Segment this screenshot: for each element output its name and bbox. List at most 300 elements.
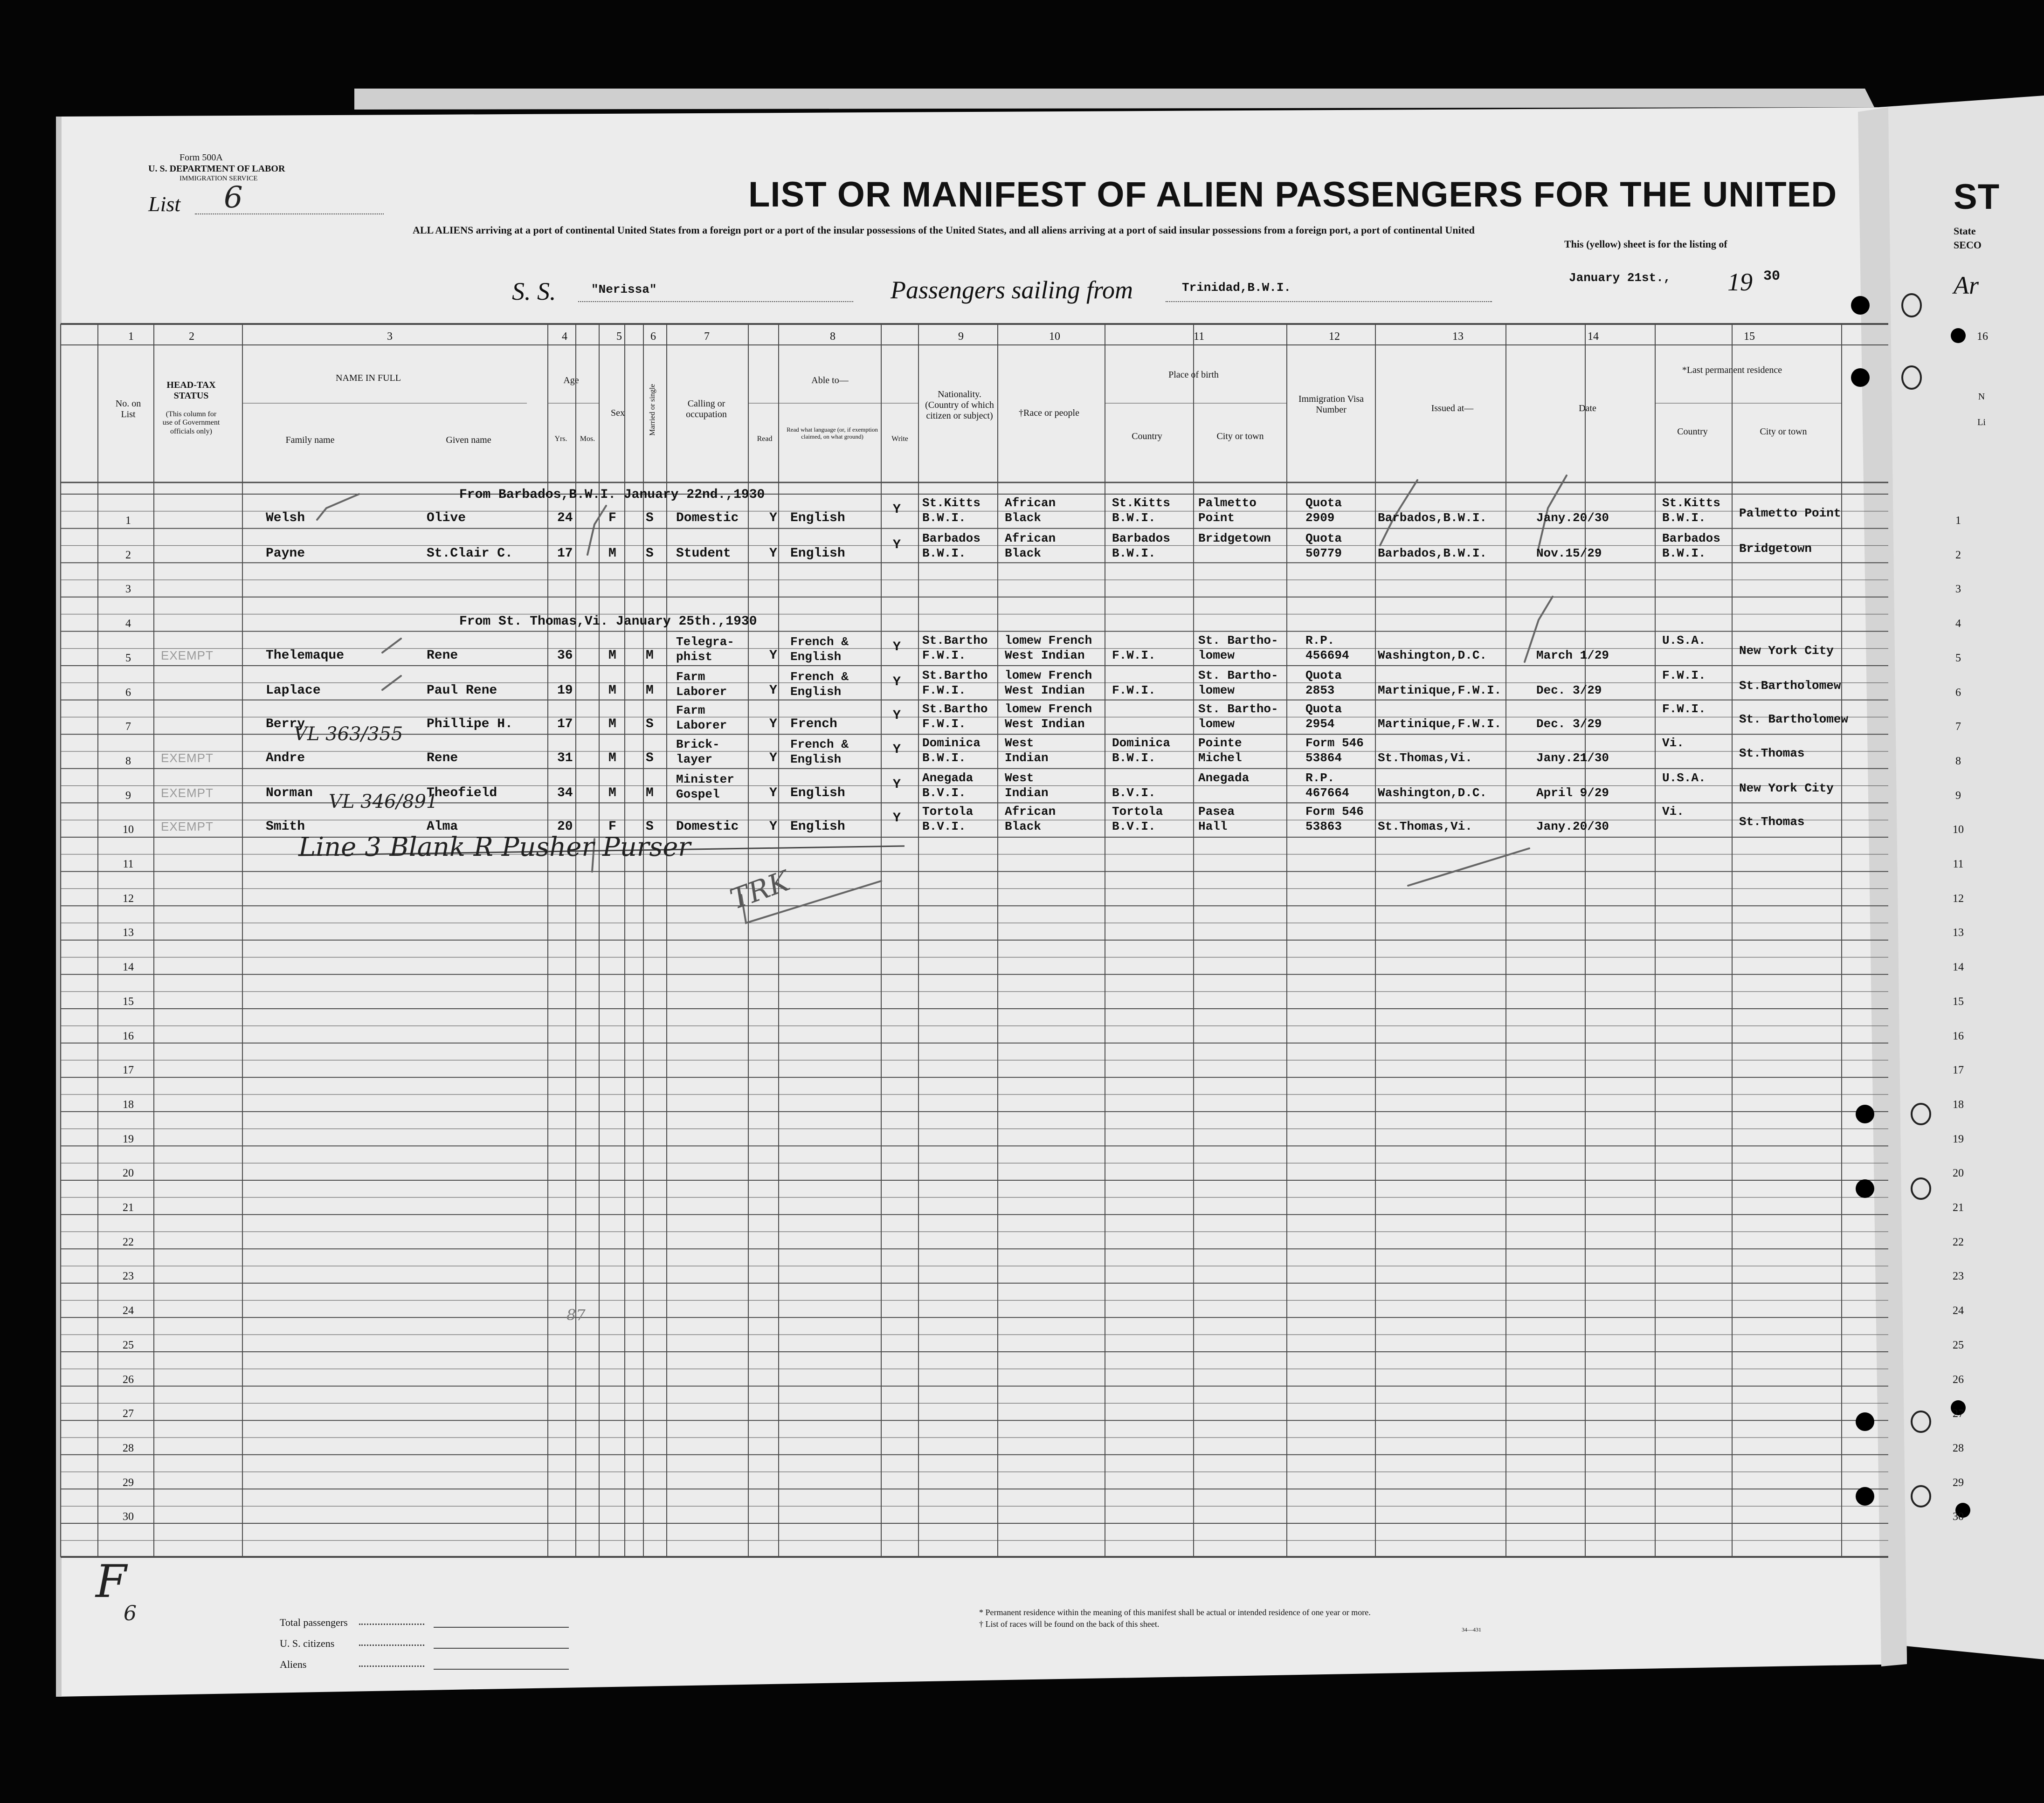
race-line1: lomew French <box>1005 702 1092 716</box>
residence-city: St.Bartholomew <box>1739 679 1841 693</box>
sex: F <box>608 819 616 834</box>
column-number-2: 2 <box>189 330 194 343</box>
nationality-line1: St.Bartho <box>922 702 988 716</box>
row-number-right-14: 14 <box>1953 961 1964 974</box>
row-number-right-29: 29 <box>1953 1476 1964 1489</box>
header-no-on-list: No. on List <box>115 399 141 420</box>
row-number-11: 11 <box>123 858 134 870</box>
row-number-right-26: 26 <box>1953 1373 1964 1386</box>
can-write: Y <box>893 743 901 757</box>
issued-at: Martinique,F.W.I. <box>1378 717 1502 731</box>
residence-country-line1: Vi. <box>1662 736 1684 750</box>
next-page-title: ST <box>1954 177 2000 217</box>
row-number-right-30: 30 <box>1953 1511 1964 1523</box>
row-number-right-4: 4 <box>1955 618 1961 630</box>
sex: M <box>608 546 616 561</box>
can-read: Y <box>769 819 777 834</box>
column-number-10: 10 <box>1049 330 1060 343</box>
birth-country-line2: F.W.I. <box>1112 648 1156 662</box>
can-read: Y <box>769 751 777 765</box>
vl-annotation-2: VL 346/891 <box>329 791 438 812</box>
read-language: English <box>790 786 845 800</box>
nationality-line2: B.W.I. <box>922 511 966 525</box>
row-number-23: 23 <box>123 1270 134 1283</box>
header-head-tax-note: (This column for use of Government officials only) <box>162 410 220 435</box>
exempt-stamp: EXEMPT <box>161 819 214 833</box>
header-place-of-birth: Place of birth <box>1168 370 1219 380</box>
header-birth-city: City or town <box>1216 431 1264 441</box>
age-years: 24 <box>557 511 573 525</box>
ship-name-rule <box>578 301 853 302</box>
ship-name: "Nerissa" <box>591 282 657 296</box>
list-number-rule <box>195 213 384 214</box>
row-number-right-11: 11 <box>1953 858 1964 870</box>
header-next-li: Li <box>1977 417 1986 427</box>
row-number-right-19: 19 <box>1953 1133 1964 1145</box>
birth-city-line1: St. Bartho- <box>1198 668 1278 682</box>
given-name: Paul Rene <box>427 683 497 698</box>
row-number-right-21: 21 <box>1953 1202 1964 1214</box>
nationality-line2: B.V.I. <box>922 786 966 800</box>
age-years: 17 <box>557 717 573 731</box>
column-number-11: 11 <box>1194 330 1205 343</box>
visa-line1: R.P. <box>1305 771 1335 785</box>
vl-annotation-1: VL 363/355 <box>294 723 403 745</box>
race-line2: Indian <box>1005 751 1049 765</box>
total-dots <box>359 1624 424 1625</box>
residence-country-line1: U.S.A. <box>1662 633 1706 647</box>
header-residence-country: Country <box>1677 427 1708 437</box>
visa-line2: 2954 <box>1305 717 1335 731</box>
row-number-5: 5 <box>125 652 131 664</box>
age-years: 31 <box>557 751 573 765</box>
page-title: LIST OR MANIFEST OF ALIEN PASSENGERS FOR THE UNITED <box>748 175 1837 214</box>
residence-country-line1: Vi. <box>1662 805 1684 819</box>
number-annotation: 87 <box>566 1306 586 1324</box>
row-number-18: 18 <box>123 1098 134 1111</box>
nationality-line1: Barbados <box>922 531 981 545</box>
row-number-8: 8 <box>125 755 131 767</box>
row-number-right-2: 2 <box>1955 549 1961 561</box>
sex: M <box>608 717 616 731</box>
nationality-line2: F.W.I. <box>922 717 966 731</box>
issued-at: Barbados,B.W.I. <box>1378 511 1487 525</box>
exempt-stamp: EXEMPT <box>161 648 214 662</box>
port-rule <box>1166 301 1492 302</box>
row-number-4: 4 <box>125 618 131 630</box>
family-name: Payne <box>266 546 305 561</box>
issued-at: Barbados,B.W.I. <box>1378 546 1487 560</box>
marital-status: M <box>646 683 654 698</box>
marital-status: M <box>646 786 654 800</box>
sex: M <box>608 786 616 800</box>
nationality-line2: B.W.I. <box>922 546 966 560</box>
age-years: 34 <box>557 786 573 800</box>
birth-city-line1: Anegada <box>1198 771 1250 785</box>
issued-at: St.Thomas,Vi. <box>1378 751 1472 765</box>
row-number-6: 6 <box>125 686 131 699</box>
family-name: Laplace <box>266 683 321 698</box>
row-number-right-3: 3 <box>1955 583 1961 596</box>
visa-date: Jany.21/30 <box>1536 751 1609 765</box>
birth-country-line2: B.V.I. <box>1112 786 1156 800</box>
race-line1: lomew French <box>1005 633 1092 647</box>
row-number-2: 2 <box>125 549 131 561</box>
can-read: Y <box>769 717 777 731</box>
row-number-right-13: 13 <box>1953 927 1964 939</box>
can-read: Y <box>769 786 777 800</box>
corner-annotation: F <box>96 1555 127 1608</box>
marital-status: S <box>646 819 654 834</box>
residence-country-line1: U.S.A. <box>1662 771 1706 785</box>
visa-date: Dec. 3/29 <box>1536 717 1602 731</box>
year-suffix: 30 <box>1763 268 1781 284</box>
next-page-line3: Ar <box>1954 271 1979 299</box>
sex: M <box>608 751 616 765</box>
can-write: Y <box>893 675 901 689</box>
read-language: English <box>790 546 845 561</box>
race-line1: African <box>1005 496 1056 510</box>
birth-city-line2: Hall <box>1198 819 1228 833</box>
row-number-right-16: 16 <box>1953 1030 1964 1042</box>
residence-country-line1: St.Kitts <box>1662 496 1720 510</box>
visa-line2: 456694 <box>1305 648 1349 662</box>
given-name: Rene <box>427 751 458 765</box>
row-number-14: 14 <box>123 961 134 974</box>
header-last-residence: *Last permanent residence <box>1682 365 1782 375</box>
occupation: Brick- layer <box>676 737 720 766</box>
race-line2: West Indian <box>1005 717 1085 731</box>
birth-country-line2: B.V.I. <box>1112 819 1156 833</box>
sailing-port: Trinidad,B.W.I. <box>1182 281 1291 295</box>
row-number-right-10: 10 <box>1953 824 1964 836</box>
can-write: Y <box>893 502 901 517</box>
sex: M <box>608 648 616 663</box>
aliens-label: Aliens <box>280 1658 307 1670</box>
sex: F <box>608 511 616 525</box>
occupation: Domestic <box>676 819 739 834</box>
race-line1: African <box>1005 531 1056 545</box>
us-citizens-label: U. S. citizens <box>280 1638 335 1649</box>
column-number-14: 14 <box>1588 330 1599 343</box>
birth-city-line1: Pointe <box>1198 736 1242 750</box>
birth-country-line2: B.W.I. <box>1112 751 1156 765</box>
given-name: Alma <box>427 819 458 834</box>
residence-country-line1: F.W.I. <box>1662 668 1706 682</box>
footnote-races: † List of races will be found on the back of this sheet. <box>979 1619 1160 1629</box>
column-number-4: 4 <box>562 330 567 343</box>
next-page-line2: SECO <box>1954 239 1982 251</box>
age-years: 36 <box>557 648 573 663</box>
can-read: Y <box>769 683 777 698</box>
row-number-right-15: 15 <box>1953 995 1964 1008</box>
visa-date: Dec. 3/29 <box>1536 683 1602 697</box>
header-given-name: Given name <box>446 435 491 445</box>
read-language: English <box>790 511 845 525</box>
row-number-13: 13 <box>123 927 134 939</box>
can-read: Y <box>769 546 777 561</box>
visa-line1: Quota <box>1305 531 1342 545</box>
row-number-right-12: 12 <box>1953 892 1964 905</box>
visa-line2: 50779 <box>1305 546 1342 560</box>
header-visa: Immigration Visa Number <box>1298 394 1364 415</box>
column-number-16: 16 <box>1977 330 1988 343</box>
section-st-thomas: From St. Thomas,Vi. January 25th.,1930 <box>459 614 757 629</box>
read-language: French <box>790 717 837 731</box>
column-number-5: 5 <box>616 330 622 343</box>
row-number-21: 21 <box>123 1202 134 1214</box>
family-name: Smith <box>266 819 305 834</box>
marital-status: S <box>646 751 654 765</box>
occupation: Farm Laborer <box>676 670 727 699</box>
nationality-line1: St.Bartho <box>922 668 988 682</box>
row-number-29: 29 <box>123 1476 134 1489</box>
nationality-line2: F.W.I. <box>922 683 966 697</box>
can-write: Y <box>893 811 901 826</box>
birth-country-line2: F.W.I. <box>1112 683 1156 697</box>
header-read-language: Read what language (or, if exemption claimed, on what ground) <box>787 426 878 440</box>
header-issued-at: Issued at— <box>1431 403 1474 413</box>
visa-line1: Form 546 <box>1305 736 1364 750</box>
nationality-line2: B.W.I. <box>922 751 966 765</box>
row-number-right-20: 20 <box>1953 1167 1964 1180</box>
next-page-line1: State <box>1954 225 1976 237</box>
residence-country-line1: Barbados <box>1662 531 1720 545</box>
marital-status: S <box>646 511 654 525</box>
birth-country-line2: B.W.I. <box>1112 546 1156 560</box>
row-number-right-22: 22 <box>1953 1236 1964 1248</box>
row-number-16: 16 <box>123 1030 134 1042</box>
subtitle-line2: This (yellow) sheet is for the listing of <box>1564 238 1727 250</box>
birth-city-line1: St. Bartho- <box>1198 633 1278 647</box>
year-prefix: 19 <box>1727 268 1753 296</box>
header-write: Write <box>891 435 908 443</box>
visa-date: Jany.20/30 <box>1536 819 1609 833</box>
column-number-8: 8 <box>830 330 836 343</box>
birth-country-line1: Barbados <box>1112 531 1170 545</box>
visa-line2: 53863 <box>1305 819 1342 833</box>
header-nationality: Nationality. (Country of which citizen or subject) <box>925 389 994 421</box>
header-calling: Calling or occupation <box>686 399 727 420</box>
family-name: Thelemaque <box>266 648 345 663</box>
header-birth-country: Country <box>1132 431 1162 441</box>
header-race: †Race or people <box>1019 408 1079 418</box>
visa-date: April 9/29 <box>1536 786 1609 800</box>
row-number-10: 10 <box>123 824 134 836</box>
residence-city: St. Bartholomew <box>1739 712 1849 726</box>
race-line1: African <box>1005 805 1056 819</box>
row-number-7: 7 <box>125 721 131 733</box>
residence-city: New York City <box>1739 644 1834 658</box>
visa-date: Nov.15/29 <box>1536 546 1602 560</box>
family-name: Welsh <box>266 511 305 525</box>
row-number-3: 3 <box>125 583 131 596</box>
visa-line1: Form 546 <box>1305 805 1364 819</box>
nationality-line1: Tortola <box>922 805 974 819</box>
race-line1: West <box>1005 771 1034 785</box>
list-label: List <box>148 192 181 216</box>
row-number-right-1: 1 <box>1955 515 1961 527</box>
total-passengers-label: Total passengers <box>280 1617 348 1628</box>
sailing-label: Passengers sailing from <box>891 276 1133 304</box>
row-number-30: 30 <box>123 1511 134 1523</box>
row-number-19: 19 <box>123 1133 134 1145</box>
header-next-no: N <box>1978 392 1985 402</box>
row-number-right-25: 25 <box>1953 1339 1964 1351</box>
sailing-date: January 21st., <box>1569 271 1671 285</box>
header-married: Married or single <box>648 384 656 436</box>
initials-annotation: TRK <box>725 864 794 916</box>
row-number-right-8: 8 <box>1955 755 1961 767</box>
can-write: Y <box>893 709 901 723</box>
occupation: Student <box>676 546 731 561</box>
row-number-15: 15 <box>123 995 134 1008</box>
nationality-line2: B.V.I. <box>922 819 966 833</box>
residence-city: New York City <box>1739 781 1834 795</box>
header-date: Date <box>1579 403 1596 413</box>
given-name: St.Clair C. <box>427 546 513 561</box>
visa-line2: 53864 <box>1305 751 1342 765</box>
read-language: English <box>790 819 845 834</box>
birth-city-line1: Pasea <box>1198 805 1235 819</box>
header-name-in-full: NAME IN FULL <box>336 373 401 383</box>
occupation: Telegra- phist <box>676 635 734 664</box>
visa-line2: 467664 <box>1305 786 1349 800</box>
birth-city-line2: lomew <box>1198 648 1235 662</box>
birth-city-line2: Michel <box>1198 751 1242 765</box>
residence-city: St.Thomas <box>1739 815 1805 829</box>
visa-line2: 2853 <box>1305 683 1335 697</box>
given-name: Rene <box>427 648 458 663</box>
issued-at: St.Thomas,Vi. <box>1378 819 1472 833</box>
can-write: Y <box>893 640 901 654</box>
aliens-dots <box>359 1665 424 1667</box>
age-years: 19 <box>557 683 573 698</box>
row-number-right-27: 27 <box>1953 1408 1964 1420</box>
corner-annotation-sub: 6 <box>124 1602 137 1625</box>
department-name: U. S. DEPARTMENT OF LABOR <box>148 164 285 174</box>
row-number-right-18: 18 <box>1953 1098 1964 1111</box>
row-number-22: 22 <box>123 1236 134 1248</box>
visa-line1: Quota <box>1305 702 1342 716</box>
birth-city-line2: Point <box>1198 511 1235 525</box>
column-number-7: 7 <box>704 330 710 343</box>
birth-country-line2: B.W.I. <box>1112 511 1156 525</box>
header-read: Read <box>757 435 773 443</box>
can-read: Y <box>769 648 777 663</box>
row-number-27: 27 <box>123 1408 134 1420</box>
race-line2: Black <box>1005 546 1042 560</box>
marital-status: S <box>646 717 654 731</box>
read-language: French & English <box>790 737 849 766</box>
subtitle-line1: ALL ALIENS arriving at a port of continental United States from a foreign port or a port of the insular possessions of the United States, and all aliens arriving at a port of said insular possessions from a foreign port, a port of continental United <box>413 224 1475 236</box>
sex: M <box>608 683 616 698</box>
read-language: French & English <box>790 670 849 699</box>
visa-line1: R.P. <box>1305 633 1335 647</box>
visa-line1: Quota <box>1305 496 1342 510</box>
residence-country-line2: B.W.I. <box>1662 511 1706 525</box>
form-code: 34—431 <box>1462 1626 1481 1633</box>
list-number: 6 <box>224 180 243 215</box>
birth-city-line2: lomew <box>1198 717 1235 731</box>
nationality-line2: F.W.I. <box>922 648 966 662</box>
row-number-right-28: 28 <box>1953 1442 1964 1454</box>
row-number-12: 12 <box>123 892 134 905</box>
row-number-9: 9 <box>125 789 131 802</box>
nationality-line1: St.Bartho <box>922 633 988 647</box>
row-number-right-7: 7 <box>1955 721 1961 733</box>
age-years: 20 <box>557 819 573 834</box>
header-residence-city: City or town <box>1760 427 1807 437</box>
service-name: IMMIGRATION SERVICE <box>180 175 258 182</box>
residence-city: Palmetto Point <box>1739 506 1841 520</box>
footnote-residence: * Permanent residence within the meaning of this manifest shall be actual or intended residence of one year or more. <box>979 1608 1371 1617</box>
race-line2: Indian <box>1005 786 1049 800</box>
birth-city-line2: lomew <box>1198 683 1235 697</box>
family-name: Berry <box>266 717 305 731</box>
header-family-name: Family name <box>285 435 335 445</box>
header-head-tax: HEAD-TAX STATUS <box>166 380 216 401</box>
column-number-1: 1 <box>128 330 134 343</box>
marital-status: M <box>646 648 654 663</box>
header-sex: Sex <box>611 408 625 418</box>
residence-city: St.Thomas <box>1739 746 1805 760</box>
row-number-right-24: 24 <box>1953 1305 1964 1317</box>
occupation: Domestic <box>676 511 739 525</box>
header-able-to: Able to— <box>811 375 849 385</box>
column-number-9: 9 <box>958 330 964 343</box>
birth-city-line1: Palmetto <box>1198 496 1257 510</box>
row-number-28: 28 <box>123 1442 134 1454</box>
issued-at: Martinique,F.W.I. <box>1378 683 1502 697</box>
can-write: Y <box>893 538 901 552</box>
birth-country-line1: Dominica <box>1112 736 1170 750</box>
occupation: Minister Gospel <box>676 772 734 801</box>
race-line2: Black <box>1005 819 1042 833</box>
residence-country-line2: B.W.I. <box>1662 546 1706 560</box>
given-name: Theofield <box>427 786 497 800</box>
column-number-3: 3 <box>387 330 393 343</box>
residence-country-line1: F.W.I. <box>1662 702 1706 716</box>
header-yrs: Yrs. <box>554 435 567 443</box>
visa-line2: 2909 <box>1305 511 1335 525</box>
issued-at: Washington,D.C. <box>1378 648 1487 662</box>
nationality-line1: St.Kitts <box>922 496 981 510</box>
line11-annotation: Line 3 Blank R Pusher Purser <box>298 832 691 862</box>
birth-city-line1: Bridgetown <box>1198 531 1271 545</box>
aliens-rule <box>434 1669 569 1670</box>
occupation: Farm Laborer <box>676 703 727 732</box>
section-barbados: From Barbados,B.W.I. January 22nd.,1930 <box>459 488 765 502</box>
ss-label: S. S. <box>512 277 556 305</box>
race-line2: West Indian <box>1005 648 1085 662</box>
race-line2: Black <box>1005 511 1042 525</box>
header-mos: Mos. <box>580 435 595 443</box>
nationality-line1: Anegada <box>922 771 974 785</box>
row-number-24: 24 <box>123 1305 134 1317</box>
given-name: Phillipe H. <box>427 717 513 731</box>
birth-country-line1: St.Kitts <box>1112 496 1170 510</box>
row-number-right-9: 9 <box>1955 789 1961 802</box>
exempt-stamp: EXEMPT <box>161 786 214 800</box>
birth-country-line1: Tortola <box>1112 805 1163 819</box>
residence-city: Bridgetown <box>1739 542 1812 556</box>
row-number-right-23: 23 <box>1953 1270 1964 1283</box>
read-language: French & English <box>790 635 849 664</box>
row-number-right-17: 17 <box>1953 1064 1964 1077</box>
age-years: 17 <box>557 546 573 561</box>
given-name: Olive <box>427 511 466 525</box>
